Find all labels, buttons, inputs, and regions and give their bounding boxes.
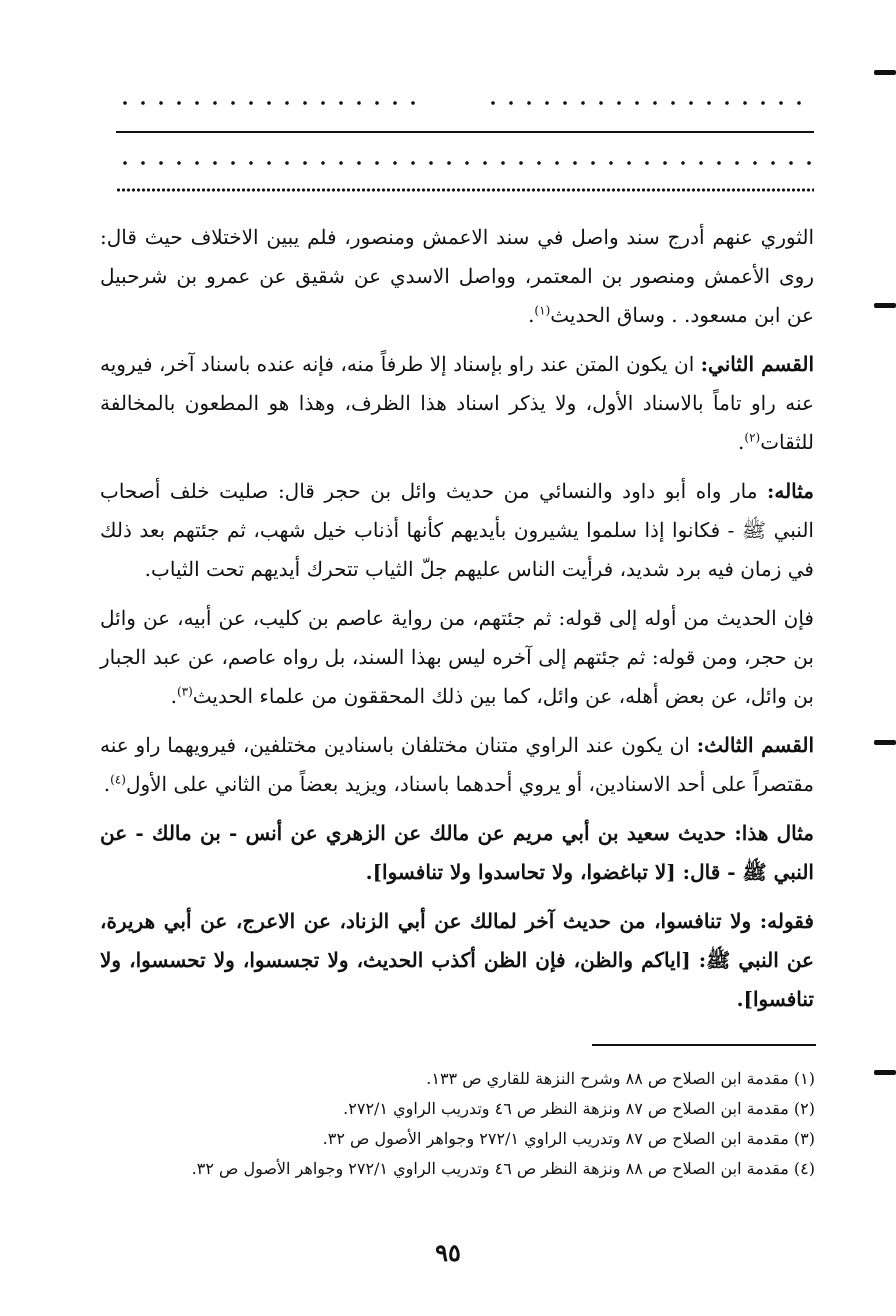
- dotted-line-full: [116, 159, 814, 167]
- paragraph-text: الثوري عنهم أدرج سند واصل في سند الاعمش ومنصور، فلم يبين الاختلاف حيث قال: روى الأعمش ومنصور بن المعتمر، وواصل الاسدي عن شقيق عن عمرو بن شرحبيل عن ابن مسعود. . وساق الحديث: [100, 225, 815, 327]
- paragraph-5: [100, 726, 814, 804]
- dotted-line-left: [116, 99, 426, 107]
- page-number: ٩٥: [435, 1238, 461, 1267]
- paragraph-2: [100, 345, 814, 462]
- paragraph-3: [100, 472, 814, 589]
- paragraph-1: [100, 218, 814, 335]
- footnote-3: (٣) مقدمة ابن الصلاح ص ٨٧ وتدريب الراوي ٢٧٢/١ وجواهر الأصول ص ٣٢.: [322, 1129, 815, 1148]
- footnotes: [95, 1064, 815, 1184]
- margin-mark: [874, 1070, 896, 1075]
- paragraph-tail: .: [528, 303, 535, 327]
- footnote-ref: (٢): [744, 430, 761, 445]
- paragraph-text: فإن الحديث من أوله إلى قوله: ثم جئتهم، من رواية عاصم بن كليب، عن أبيه، عن وائل بن حجر، ومن قوله: ثم جئتهم إلى آخره ليس بهذا السند، بل رواه عاصم، عن عبد الجبار بن وائل، عن بعض أهله، عن وائل، كما بين ذلك المحققون من علماء الحديث: [100, 606, 814, 708]
- footnote-1: (١) مقدمة ابن الصلاح ص ٨٨ وشرح النزهة للقاري ص ١٣٣.: [426, 1069, 815, 1088]
- dotted-line-right: [484, 99, 814, 107]
- paragraph-tail: .: [103, 772, 111, 796]
- paragraph-text: ان يكون عند الراوي متنان مختلفان باسنادين مختلفين، فيرويهما راو عنه مقتصراً على أحد الاسنادين، أو يروي أحدهما باسناد، ويزيد بعضاً من الثاني على الأول: [100, 733, 814, 796]
- margin-mark: [874, 740, 896, 745]
- body-text: [100, 218, 814, 1019]
- footnote-2: (٢) مقدمة ابن الصلاح ص ٨٧ ونزهة النظر ص ٤٦ وتدريب الراوي ٢٧٢/١.: [343, 1099, 815, 1118]
- paragraph-6: [100, 814, 814, 892]
- section-heading: مثاله:: [766, 479, 815, 503]
- margin-mark: [874, 303, 896, 308]
- footnote-rule: [592, 1044, 816, 1046]
- section-heading: القسم الثاني:: [700, 352, 815, 376]
- paragraph-text: ان يكون المتن عند راو بإسناد إلا طرفاً منه، فإنه عنده باسناد آخر، فيرويه عنه راو تاماً بالاسناد الأول، ولا يذكر اسناد هذا الظرف، وهذا هو المطعون بالمخالفة للثقات: [100, 352, 814, 454]
- dense-dotted-line: [116, 187, 814, 195]
- paragraph-tail: .: [738, 430, 745, 454]
- footnote-ref: (٤): [110, 772, 126, 787]
- paragraph-text: مثال هذا: حديث سعيد بن أبي مريم عن مالك عن الزهري عن أنس - بن مالك - عن النبي ﷺ - قال: [لا تباغضوا، ولا تحاسدوا ولا تنافسوا].: [100, 821, 814, 884]
- paragraph-text: مار واه أبو داود والنسائي من حديث وائل بن حجر قال: صليت خلف أصحاب النبي ﷺ - فكانوا إذا سلموا يشيرون بأيديهم كأنها أذناب خيل شهب، ثم جئتهم بعد ذلك في زمان فيه برد شديد، فرأيت الناس عليهم جلّ الثياب تتحرك أيديهم تحت الثياب.: [100, 479, 814, 581]
- header-rule: [116, 131, 814, 133]
- paragraph-tail: .: [170, 684, 177, 708]
- paragraph-text: فقوله: ولا تنافسوا، من حديث آخر لمالك عن أبي الزناد، عن الاعرج، عن أبي هريرة، عن النبي ﷺ: [اياكم والظن، فإن الظن أكذب الحديث، ولا تجسسوا، ولا تحسسوا، ولا تنافسوا].: [100, 909, 814, 1011]
- paragraph-7: [100, 902, 814, 1019]
- paragraph-4: [100, 599, 814, 716]
- section-heading: القسم الثالث:: [696, 733, 814, 757]
- footnote-ref: (٣): [176, 684, 193, 699]
- footnote-4: (٤) مقدمة ابن الصلاح ص ٨٨ ونزهة النظر ص ٤٦ وتدريب الراوي ٢٧٢/١ وجواهر الأصول ص ٣٢.: [191, 1159, 815, 1178]
- footnote-ref: (١): [534, 303, 551, 318]
- margin-mark: [874, 70, 896, 75]
